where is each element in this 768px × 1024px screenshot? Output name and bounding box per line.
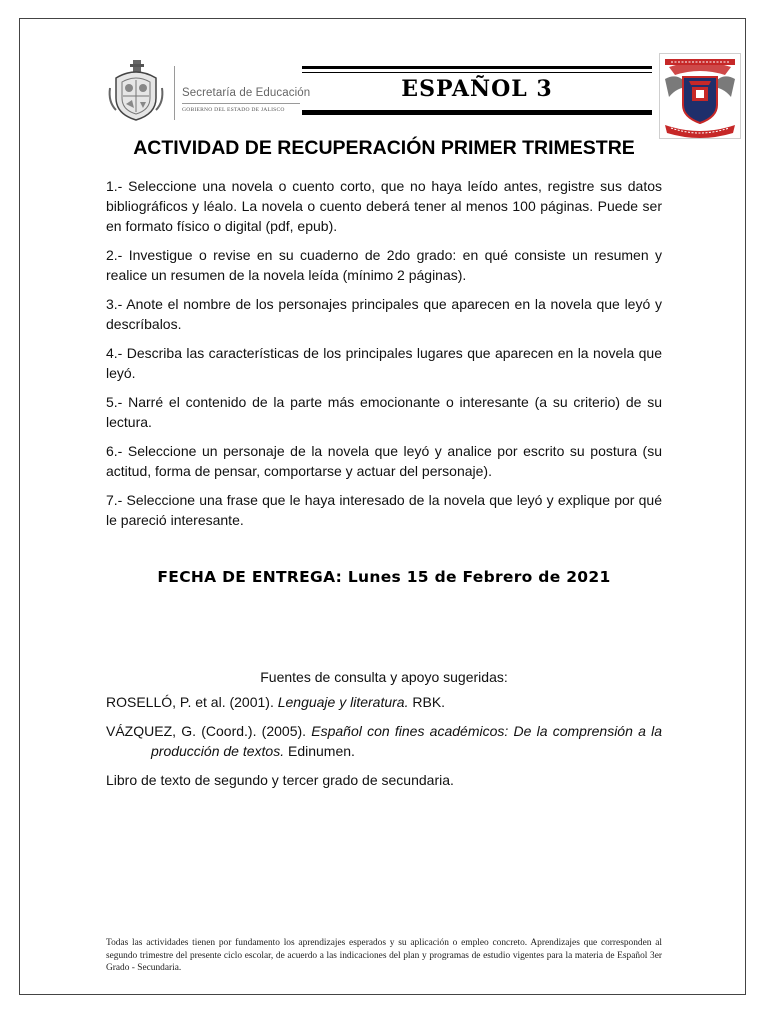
sources-heading: Fuentes de consulta y apoyo sugeridas: bbox=[260, 669, 508, 685]
reference-publisher: Edinumen. bbox=[284, 743, 355, 759]
title-bar-thin bbox=[302, 72, 652, 73]
reference-author: Libro de texto de segundo y tercer grado de secundaria. bbox=[106, 772, 454, 788]
jalisco-coat-of-arms-icon bbox=[106, 58, 166, 122]
reference-item bbox=[106, 721, 662, 761]
reference-author: ROSELLÓ, P. et al. (2001). bbox=[106, 694, 278, 710]
logo-divider bbox=[174, 66, 175, 120]
reference-publisher: RBK. bbox=[408, 694, 446, 710]
reference-author: VÁZQUEZ, G. (Coord.). (2005). bbox=[106, 723, 312, 739]
activity-title: ACTIVIDAD DE RECUPERACIÓN PRIMER TRIMESTRE bbox=[133, 137, 635, 159]
reference-title: Español con fines académicos: De la comprensión a la producción de textos. bbox=[151, 723, 662, 759]
reference-title: Lenguaje y literatura. bbox=[277, 694, 409, 710]
deadline: FECHA DE ENTREGA: Lunes 15 de Febrero de 2021 bbox=[157, 568, 611, 586]
instruction-item: 7.- Seleccione una frase que le haya interesado de la novela que leyó y explique por qué le pareció interesante. bbox=[106, 492, 662, 528]
instruction-list bbox=[106, 176, 662, 539]
instruction-item: 1.- Seleccione una novela o cuento corto, que no haya leído antes, registre sus datos bibliográficos y léalo. La novela o cuento deberá tener al menos 100 páginas. Puede ser en formato físico o digital (pdf, epub). bbox=[106, 178, 662, 234]
instruction-item: 2.- Investigue o revise en su cuaderno de 2do grado: en qué consiste un resumen y realice un resumen de la novela leída (mínimo 2 páginas). bbox=[106, 247, 662, 283]
logo-title: Secretaría de Educación bbox=[182, 87, 311, 99]
reference-item bbox=[106, 770, 662, 790]
instruction-item: 3.- Anote el nombre de los personajes principales que aparecen en la novela que leyó y descríbalos. bbox=[106, 296, 662, 332]
course-title: ESPAÑOL 3 bbox=[401, 76, 553, 102]
title-bar-bottom bbox=[302, 110, 652, 115]
logo-subtitle: GOBIERNO DEL ESTADO DE JALISCO bbox=[182, 107, 285, 113]
title-bar-top bbox=[302, 66, 652, 69]
instruction-item: 6.- Seleccione un personaje de la novela que leyó y analice por escrito su postura (su actitud, forma de pensar, comportarse y actuar del personaje). bbox=[106, 443, 662, 479]
footnote: Todas las actividades tienen por fundamento los aprendizajes esperados y su aplicación o empleo concreto. Aprendizajes que corresponden al segundo trimestre del presente ciclo escolar, de acuerdo a las indicaciones del plan y programas de estudio vigentes para la materia de Español 3er Grado - Secundaria. bbox=[106, 938, 662, 973]
reference-item bbox=[106, 692, 662, 712]
sej-logo bbox=[106, 56, 311, 122]
instruction-item: 4.- Describa las características de los principales lugares que aparecen en la novela que leyó. bbox=[106, 345, 662, 381]
logo-rule bbox=[182, 103, 300, 104]
school-badge-icon bbox=[659, 53, 741, 139]
instruction-item: 5.- Narré el contenido de la parte más emocionante o interesante (a su criterio) de su lectura. bbox=[106, 394, 662, 430]
reference-list bbox=[106, 692, 662, 799]
